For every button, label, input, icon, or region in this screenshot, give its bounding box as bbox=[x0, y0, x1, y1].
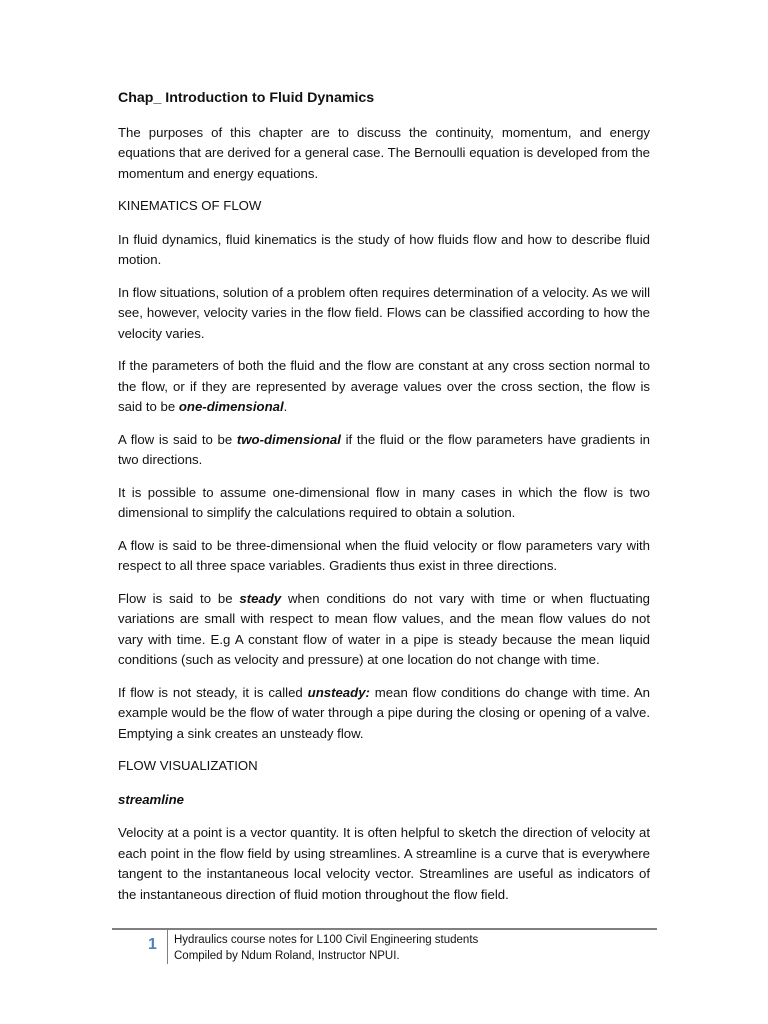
paragraph-text: If the parameters of both the fluid and the flow are constant at any cross section normal to the flow, or if they are represented by average values over the cross section, the flow is said to be bbox=[118, 358, 650, 414]
term-steady: steady bbox=[239, 590, 282, 606]
paragraph-text: . bbox=[283, 399, 288, 414]
page-footer bbox=[112, 928, 657, 962]
visualization-paragraph-1: Velocity at a point is a vector quantity. It is often helpful to sketch the direction of velocity at each point in the flow field by using streamlines. A streamline is a curve that is everywhere tangent to the instantaneous local velocity vector. Streamlines are useful as indicators of the instantaneous direction of fluid motion throughout the flow field. bbox=[118, 825, 650, 902]
page-content bbox=[118, 88, 650, 917]
paragraph-text: when conditions do not vary with time or when fluctuating variations are small with respect to mean flow values, and the mean flow values do not vary with time. E.g A constant flow of water in a pipe is steady because the mean liquid conditions (such as velocity and pressure) at one location do not change with time. bbox=[118, 590, 651, 667]
paragraph-text: if the fluid or the flow parameters have gradients in two directions. bbox=[118, 431, 651, 467]
kinematics-paragraph-3 bbox=[118, 356, 650, 418]
kinematics-paragraph-7 bbox=[118, 589, 650, 671]
term-two-dimensional: two-dimensional bbox=[236, 431, 341, 447]
paragraph-text: If flow is not steady, it is called bbox=[118, 684, 308, 700]
footer-line-2: Compiled by Ndum Roland, Instructor NPUI. bbox=[174, 950, 400, 962]
paragraph-text: A flow is said to be bbox=[118, 431, 237, 447]
kinematics-paragraph-2: In flow situations, solution of a problem often requires determination of a velocity. As we will see, however, velocity varies in the flow field. Flows can be classified according to how the velocity varies. bbox=[118, 284, 650, 341]
paragraph-text: Flow is said to be bbox=[118, 590, 240, 606]
chapter-title: Chap_ Introduction to Fluid Dynamics bbox=[118, 90, 375, 106]
term-unsteady: unsteady: bbox=[307, 684, 370, 700]
subheading-streamline: streamline bbox=[118, 791, 184, 807]
kinematics-paragraph-6: A flow is said to be three-dimensional when the fluid velocity or flow parameters vary with respect to all three space variables. Gradients thus exist in three directions. bbox=[118, 537, 650, 573]
section-heading-visualization: FLOW VISUALIZATION bbox=[118, 758, 258, 773]
kinematics-paragraph-1: In fluid dynamics, fluid kinematics is the study of how fluids flow and how to describe fluid motion. bbox=[118, 231, 650, 267]
intro-paragraph: The purposes of this chapter are to discuss the continuity, momentum, and energy equations that are derived for a general case. The Bernoulli equation is developed from the momentum and energy equations. bbox=[118, 124, 650, 181]
page-number: 1 bbox=[148, 936, 157, 953]
kinematics-paragraph-8 bbox=[118, 683, 650, 745]
footer-line-1: Hydraulics course notes for L100 Civil Engineering students bbox=[174, 934, 479, 946]
footer-divider bbox=[167, 930, 168, 964]
section-heading-kinematics: KINEMATICS OF FLOW bbox=[118, 198, 262, 213]
kinematics-paragraph-5: It is possible to assume one-dimensional flow in many cases in which the flow is two dimensional to simplify the calculations required to obtain a solution. bbox=[118, 484, 650, 520]
footer-text bbox=[174, 932, 478, 964]
kinematics-paragraph-4 bbox=[118, 430, 650, 471]
paragraph-text: mean flow conditions do change with time. An example would be the flow of water through a pipe during the closing or opening of a valve. Emptying a sink creates an unsteady flow. bbox=[118, 684, 651, 741]
term-one-dimensional: one-dimensional bbox=[178, 399, 284, 414]
